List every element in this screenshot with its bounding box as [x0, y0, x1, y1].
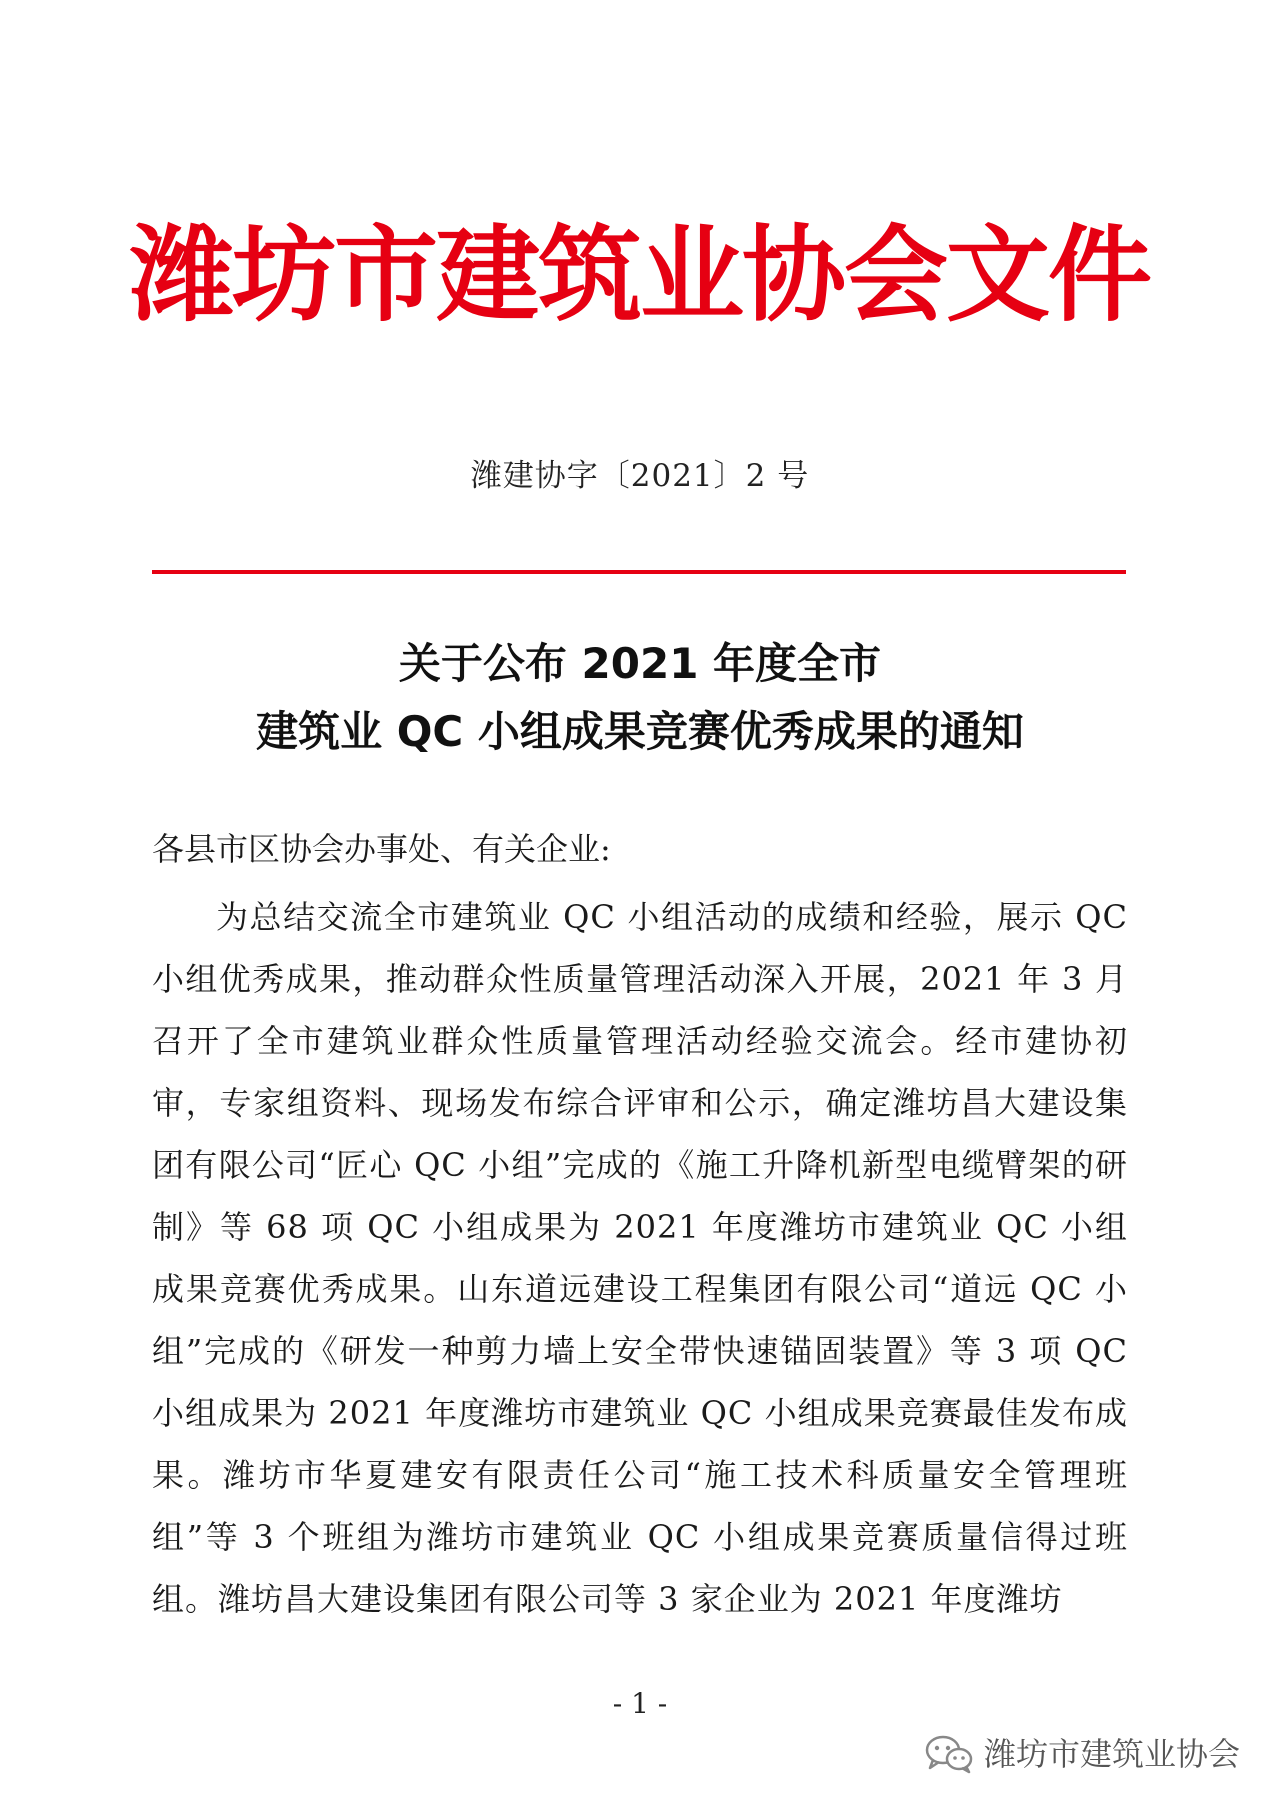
wechat-watermark: [924, 1732, 1240, 1776]
notice-title-line-1: 关于公布 2021 年度全市: [398, 639, 882, 688]
notice-title-line-2: 建筑业 QC 小组成果竞赛优秀成果的通知: [256, 707, 1024, 756]
page-number: - 1 -: [612, 1687, 668, 1720]
salutation: 各县市区协会办事处、有关企业:: [152, 830, 611, 868]
wechat-icon: [924, 1734, 974, 1774]
document-number: 潍建协字〔2021〕2 号: [470, 458, 810, 494]
document-masthead: 潍坊市建筑业协会文件: [129, 214, 1150, 336]
notice-title: [0, 630, 1280, 766]
red-divider: [152, 570, 1126, 574]
body-paragraph: 为总结交流全市建筑业 QC 小组活动的成绩和经验，展示 QC 小组优秀成果，推动群众性质量管理活动深入开展，2021 年 3 月召开了全市建筑业群众性质量管理活动经验交流会。经市建协初审，专家组资料、现场发布综合评审和公示，确定潍坊昌大建设集团有限公司“匠心 QC 小组”完成的《施工升降机新型电缆臂架的研制》等 68 项 QC 小组成果为 2021 年度潍坊市建筑业 QC 小组成果竞赛优秀成果。山东道远建设工程集团有限公司“道远 QC 小组”完成的《研发一种剪力墙上安全带快速锚固装置》等 3 项 QC 小组成果为 2021 年度潍坊市建筑业 QC 小组成果竞赛最佳发布成果。潍坊市华夏建安有限责任公司“施工技术科质量安全管理班组”等 3 个班组为潍坊市建筑业 QC 小组成果竞赛质量信得过班组。潍坊昌大建设集团有限公司等 3 家企业为 2021 年度潍坊: [152, 898, 1128, 1618]
watermark-text: 潍坊市建筑业协会: [983, 1735, 1240, 1773]
